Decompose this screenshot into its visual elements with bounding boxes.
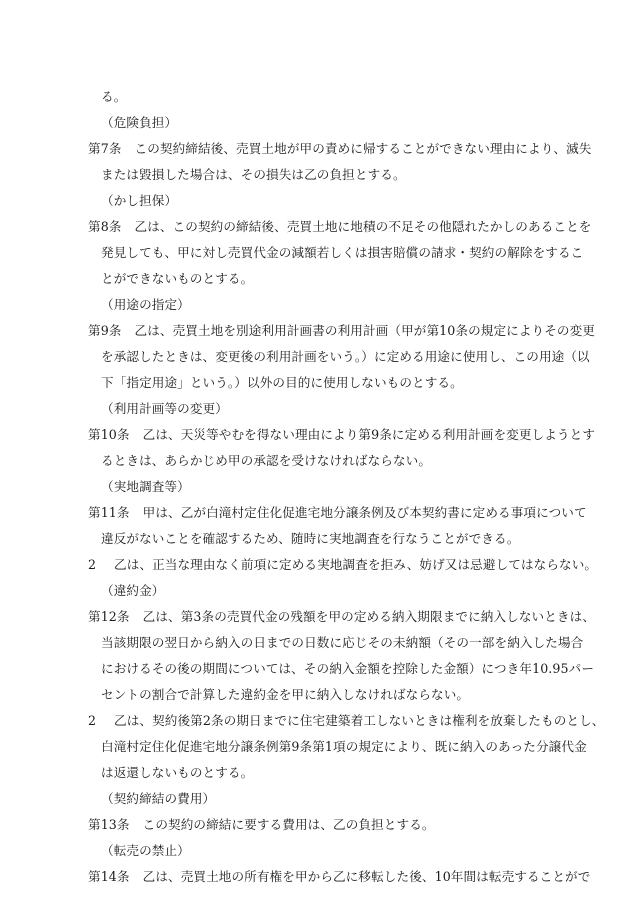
- article-label: 第13条: [88, 817, 130, 832]
- article-text: この契約の締結に要する費用は、乙の負担とする。: [142, 817, 435, 832]
- article-text: 乙は、売買土地の所有権を甲から乙に移転した後、10年間は転売することがで: [142, 869, 591, 884]
- paragraph-number: 2: [88, 713, 97, 728]
- article-text: 乙は、売買土地を別途利用計画書の利用計画（甲が第10条の規定によりその変更: [134, 323, 596, 338]
- text-line: とができないものとする。: [101, 271, 254, 286]
- text-line: 発見しても、甲に対し売買代金の減額若しくは損害賠償の請求・契約の解除をするこ: [101, 245, 584, 260]
- text-line: る。: [101, 89, 127, 104]
- article-text: 乙は、第3条の売買代金の残額を甲の定める納入期限までに納入しないときは、: [142, 609, 596, 624]
- article-text: 乙は、契約後第2条の期日までに住宅建築着工しないときは権利を放棄したものとし、: [114, 713, 605, 728]
- article-label: 第12条: [88, 609, 130, 624]
- section-caption-use: （用途の指定）: [101, 297, 190, 312]
- article-text: 甲は、乙が白滝村定住化促進宅地分譲条例及び本契約書に定める事項について: [142, 505, 587, 520]
- article-text: この契約締結後、売買土地が甲の責めに帰することができない理由により、滅失: [134, 141, 592, 156]
- section-caption-warranty: （かし担保）: [101, 193, 178, 208]
- article-label: 第7条: [88, 141, 122, 156]
- article-11: [88, 500, 587, 526]
- article-13: [88, 812, 435, 838]
- article-9: [88, 318, 595, 344]
- text-line: 白滝村定住化促進宅地分譲条例第9条第1項の規定により、既に納入のあった分譲代金: [101, 739, 587, 754]
- article-label: 第8条: [88, 219, 122, 234]
- article-8: [88, 214, 591, 240]
- text-line: または毀損した場合は、その損失は乙の負担とする。: [101, 167, 406, 182]
- text-line: におけるその後の期間については、その納入金額を控除した金額）につき年10.95パー: [101, 661, 595, 676]
- article-11-paragraph-2: [88, 552, 597, 578]
- article-label: 第11条: [88, 505, 130, 520]
- article-label: 第9条: [88, 323, 122, 338]
- section-caption-risk: （危険負担）: [101, 115, 178, 130]
- text-line: 下「指定用途」という。）以外の目的に使用しないものとする。: [101, 375, 463, 390]
- text-line: 当該期限の翌日から納入の日までの日数に応じその未納額（その一部を納入した場合: [101, 635, 584, 650]
- article-text: 乙は、正当な理由なく前項に定める実地調査を拒み、妨げ又は忌避してはならない。: [114, 557, 598, 572]
- text-line: るときは、あらかじめ甲の承認を受けなければならない。: [101, 453, 432, 468]
- section-caption-penalty: （違約金）: [101, 583, 165, 598]
- article-7: [88, 136, 591, 162]
- section-caption-inspection: （実地調査等）: [101, 479, 190, 494]
- article-label: 第14条: [88, 869, 130, 884]
- article-label: 第10条: [88, 427, 130, 442]
- article-text: 乙は、天災等やむを得ない理由により第9条に定める利用計画を変更しようとす: [142, 427, 596, 442]
- text-line: セントの割合で計算した違約金を甲に納入しなければならない。: [101, 687, 470, 702]
- article-text: 乙は、この契約の締結後、売買土地に地積の不足その他隠れたかしのあることを: [134, 219, 592, 234]
- section-caption-cost: （契約締結の費用）: [101, 791, 216, 806]
- article-14: [88, 864, 590, 890]
- article-12: [88, 604, 595, 630]
- section-caption-plan-change: （利用計画等の変更）: [101, 401, 228, 416]
- text-line: を承認したときは、変更後の利用計画をいう。）に定める用途に使用し、この用途（以: [101, 349, 590, 364]
- article-12-paragraph-2: [88, 708, 604, 734]
- text-line: は返還しないものとする。: [101, 765, 254, 780]
- text-line: 違反がないことを確認するため、随時に実地調査を行なうことができる。: [101, 531, 520, 546]
- article-10: [88, 422, 595, 448]
- paragraph-number: 2: [88, 557, 97, 572]
- section-caption-resale: （転売の禁止）: [101, 843, 190, 858]
